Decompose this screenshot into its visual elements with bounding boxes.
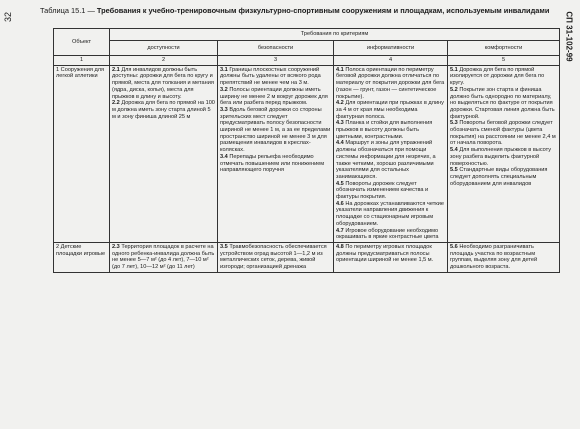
comfort-cell [448, 65, 560, 242]
column-number: 3 [218, 56, 334, 66]
requirement-item [336, 100, 445, 120]
requirement-text: Территория площадок в расчете на одного ребенка-инвалида должна быть не менее 5—7 м² (до 4 лет), 7—10 м² (до 7 лет), 10—12 м² (до 11 лет) [112, 243, 215, 271]
requirement-number: 4.7 [336, 227, 344, 234]
requirement-number: 5.2 [450, 86, 458, 93]
requirement-number: 3.2 [220, 86, 228, 93]
requirement-number: 4.3 [336, 120, 344, 127]
table-title [40, 6, 560, 15]
requirement-text: Для выполнения прыжков в высоту зону разбега выделить фактурной поверхностью. [450, 147, 552, 167]
requirement-text: Стандартные виды оборудования следует дополнять специальным оборудованием для инвалидов [450, 167, 548, 187]
requirement-item [112, 244, 215, 271]
requirement-item [336, 244, 445, 264]
requirement-number: 2.1 [112, 66, 120, 73]
requirement-number: 3.4 [220, 153, 228, 160]
table-row [54, 242, 560, 272]
requirement-item [336, 67, 445, 101]
requirement-item [450, 87, 557, 121]
requirement-number: 2.3 [112, 243, 120, 250]
requirement-number: 4.1 [336, 66, 344, 73]
requirement-text: Дорожка для бега по прямой изолируется от дорожки для бега по кругу. [450, 66, 545, 87]
requirement-item [220, 87, 331, 107]
informativity-cell [334, 65, 448, 242]
requirement-text: Перепады рельефа необходимо отмечать повышением или понижением направляющего поручня [220, 153, 325, 174]
requirement-text: Для инвалидов должны быть доступны: дорожки для бега по кругу и прямой, места для толкания и метания (ядра, диска, копья), места для прыжков в длину и высоту. [112, 66, 214, 100]
header-informativity: информативности [334, 41, 448, 56]
requirement-number: 5.6 [450, 243, 458, 250]
page-number: 32 [3, 11, 13, 22]
requirement-text: Травмобезопасность обеспечивается устройством оград высотой 1—1,2 м из металлических сеток, дерева, живой изгороди; организацией дренажа [220, 243, 327, 271]
requirement-text: На дорожках устанавливаются четкие указатели направления движения к площадке со стационарным игровым оборудованием. [336, 200, 444, 227]
requirement-item [336, 140, 445, 180]
requirement-text: Полоса ориентации по периметру беговой дорожки должна отличаться по материалу от покрытия дорожки для бега (газон — грунт, газон — синтетическое покрытие). [336, 66, 445, 100]
informativity-cell [334, 242, 448, 272]
requirement-text: Повороты дорожек следует обозначать изменением качества и фактуры покрытия. [336, 180, 429, 201]
requirement-text: Необходимо разграничивать площадь участка по возрастным группам, выделяя зону для детей дошкольного возраста. [450, 243, 538, 271]
table-row [54, 65, 560, 242]
requirement-text: Повороты беговой дорожки следует обозначать сменой фактуры (цвета покрытия) на расстоянии не менее 2,4 м от начала поворота. [450, 120, 556, 147]
requirement-text: Для ориентации при прыжках в длину за 4 м от края ямы необходима фактурная полоса. [336, 100, 444, 120]
requirement-number: 5.5 [450, 167, 458, 174]
requirement-item [220, 67, 331, 87]
requirement-item [220, 154, 331, 174]
header-requirements: Требования по критериям [110, 29, 560, 41]
requirement-text: Планка и стойки для выполнения прыжков в высоту должны быть цветными, контрастными. [336, 120, 433, 140]
requirement-number: 4.5 [336, 180, 344, 187]
document-code: СП 31-102-99 [564, 11, 574, 62]
header-object: Объект [54, 29, 110, 56]
requirements-table [53, 28, 560, 273]
requirement-text: Полосы ориентации должны иметь ширину не менее 2 м вокруг дорожек для бега или разбега перед прыжком. [220, 86, 328, 107]
requirement-number: 2.2 [112, 100, 120, 107]
column-number: 4 [334, 56, 448, 66]
requirement-text: Маршрут и зоны для упражнений должны обозначаться при помощи системы информации для незрячих, а также четкими, хорошо различимыми указателями для остальных занимающихся. [336, 140, 436, 180]
requirement-number: 3.5 [220, 243, 228, 250]
safety-cell [218, 65, 334, 242]
column-number: 2 [110, 56, 218, 66]
column-numbers-row [54, 56, 560, 66]
object-cell: 2 Детские площадки игровые [54, 242, 110, 272]
column-number: 1 [54, 56, 110, 66]
requirement-text: Дорожка для бега по прямой на 100 м должна иметь зону старта длиной 5 м и зону финиша длиной 25 м [112, 100, 215, 120]
object-cell: 1 Сооружения для легкой атлетики [54, 65, 110, 242]
requirement-item [220, 107, 331, 154]
requirement-number: 5.1 [450, 66, 458, 73]
header-accessibility: доступности [110, 41, 218, 56]
requirement-item [450, 120, 557, 147]
safety-cell [218, 242, 334, 272]
table-title-prefix: Таблица 15.1 — [40, 6, 95, 15]
requirement-item [336, 201, 445, 228]
requirement-text: Границы плоскостных сооружений должны быть удалены от всякого рода препятствий не менее чем на 3 м. [220, 66, 321, 87]
requirement-number: 5.4 [450, 147, 458, 154]
accessibility-cell [110, 242, 218, 272]
header-comfort: комфортности [448, 41, 560, 56]
requirement-item [336, 228, 445, 241]
requirement-item [450, 67, 557, 87]
table-title-main: Требования к учебно-тренировочным физкультурно-спортивным сооружениям и площадкам, используемым инвалидами [96, 6, 550, 15]
requirement-item [336, 181, 445, 201]
requirement-text: Вдоль беговой дорожки со стороны зрительских мест следует предусматривать полосу безопасности шириной не менее 1 м, а за ее пределами пространство шириной не менее 3 м для размещения инвалидов в креслах-колясках. [220, 106, 331, 154]
requirement-number: 3.3 [220, 106, 228, 113]
requirement-text: Покрытие зон старта и финиша должно быть однородно по материалу, но выделяться по фактуре от покрытия дорожки. Стартовая линия должна быть фактурной. [450, 86, 555, 120]
header-safety: безопасности [218, 41, 334, 56]
requirement-number: 4.6 [336, 200, 344, 207]
requirement-item [450, 147, 557, 167]
column-number: 5 [448, 56, 560, 66]
requirement-item [112, 100, 215, 120]
requirement-number: 4.4 [336, 140, 344, 147]
requirement-item [336, 120, 445, 140]
requirement-number: 3.1 [220, 66, 228, 73]
requirement-number: 4.2 [336, 100, 344, 107]
requirement-number: 5.3 [450, 120, 458, 127]
requirement-text: По периметру игровых площадок должны предусматриваться полосы ориентации шириной не менее 1,5 м. [336, 243, 434, 264]
requirement-item [450, 167, 557, 187]
requirement-item [112, 67, 215, 101]
header-row-criteria [54, 41, 560, 56]
header-row-top [54, 29, 560, 41]
requirement-number: 4.8 [336, 243, 344, 250]
accessibility-cell [110, 65, 218, 242]
requirement-item [220, 244, 331, 271]
requirement-item [450, 244, 557, 271]
requirement-text: Игровое оборудование необходимо окрашивать в яркие контрастные цвета [336, 227, 439, 241]
comfort-cell [448, 242, 560, 272]
